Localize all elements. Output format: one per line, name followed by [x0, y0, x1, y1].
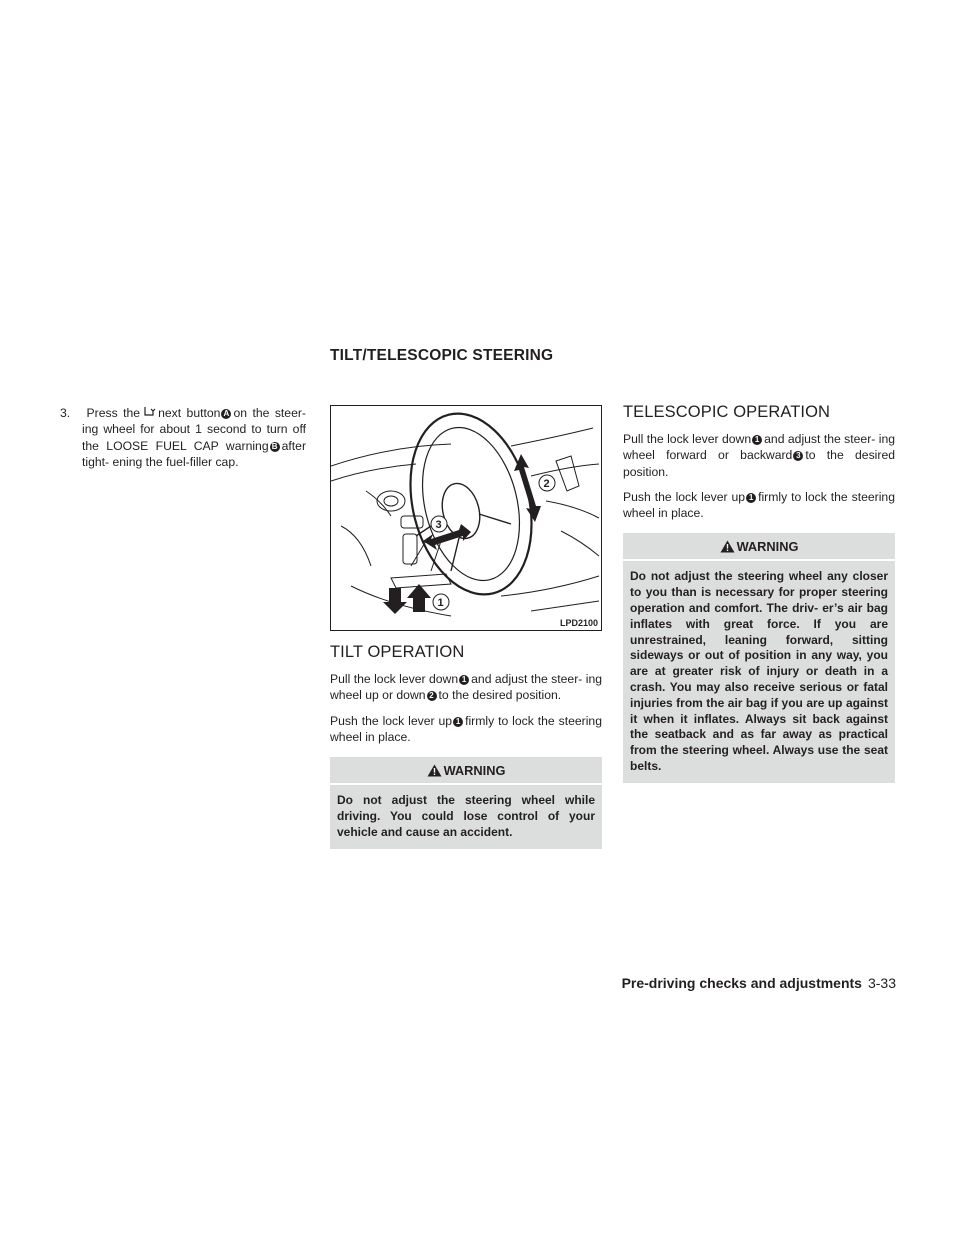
- warning-header: WARNING: [623, 533, 895, 561]
- callout-1: 1: [746, 493, 756, 503]
- warning-text: Do not adjust the steering wheel while driving. You could lose control of your vehicle and cause an accident.: [337, 793, 595, 839]
- tilt-para-1: Pull the lock lever down 1 and adjust the steer- ing wheel up or down 2 to the desired position.: [330, 672, 602, 703]
- telescopic-warning-box: [623, 533, 895, 782]
- callout-3-label: 3: [435, 519, 442, 531]
- telescopic-para-1: Pull the lock lever down 1 and adjust the steer- ing wheel forward or backward 3 to the desired position.: [623, 432, 895, 479]
- right-column: [623, 403, 895, 783]
- next-button-icon: [142, 406, 156, 418]
- warning-header: WARNING: [330, 757, 602, 785]
- left-column: [60, 405, 306, 470]
- callout-1: 1: [752, 435, 762, 445]
- step-3: 3. Press the next button A on the steer- ing wheel for about 1 second to turn off the LOOSE FUEL CAP warning B after tight- ening the fuel-filler cap.: [60, 406, 306, 469]
- callout-2-label: 2: [543, 478, 550, 490]
- warning-text: Do not adjust the steering wheel any closer to you than is necessary for proper steering operation and comfort. The driv- er’s air bag inflates with great force. If you are unrestrained, leaning forward, sitting sideways or out of position in any way, you are at greater risk of injury or death in a crash. You may also receive serious or fatal injuries from the air bag if you are up against it when it inflates. Always sit back against the seatback and as far away as practical from the steering wheel. Always use the seat belts.: [630, 569, 888, 774]
- middle-column: [330, 405, 602, 849]
- callout-1: 1: [459, 675, 469, 685]
- chapter-title: Pre-driving checks and adjustments: [621, 975, 862, 991]
- callout-2: 2: [427, 691, 437, 701]
- telescopic-para-2: Push the lock lever up 1 firmly to lock the steering wheel in place.: [623, 489, 895, 521]
- callout-1-label: 1: [437, 597, 444, 609]
- callout-1: 1: [453, 717, 463, 727]
- page-footer: [622, 975, 896, 991]
- section-header: TILT/TELESCOPIC STEERING: [330, 347, 554, 364]
- page-number: 3-33: [867, 975, 896, 991]
- warning-triangle-icon: [427, 764, 442, 777]
- telescopic-heading: TELESCOPIC OPERATION: [623, 403, 831, 421]
- tilt-warning-box: [330, 757, 602, 848]
- warning-triangle-icon: [720, 540, 735, 553]
- figure-code: LPD2100: [559, 618, 598, 628]
- steering-wheel-figure: [330, 405, 602, 631]
- tilt-para-2: Push the lock lever up 1 firmly to lock the steering wheel in place.: [330, 713, 602, 744]
- step-number: 3.: [60, 406, 71, 420]
- callout-a: A: [221, 409, 231, 419]
- callout-b: B: [270, 442, 280, 452]
- steering-wheel-illustration: [331, 406, 601, 630]
- tilt-heading: TILT OPERATION: [330, 643, 465, 661]
- callout-3: 3: [793, 451, 803, 461]
